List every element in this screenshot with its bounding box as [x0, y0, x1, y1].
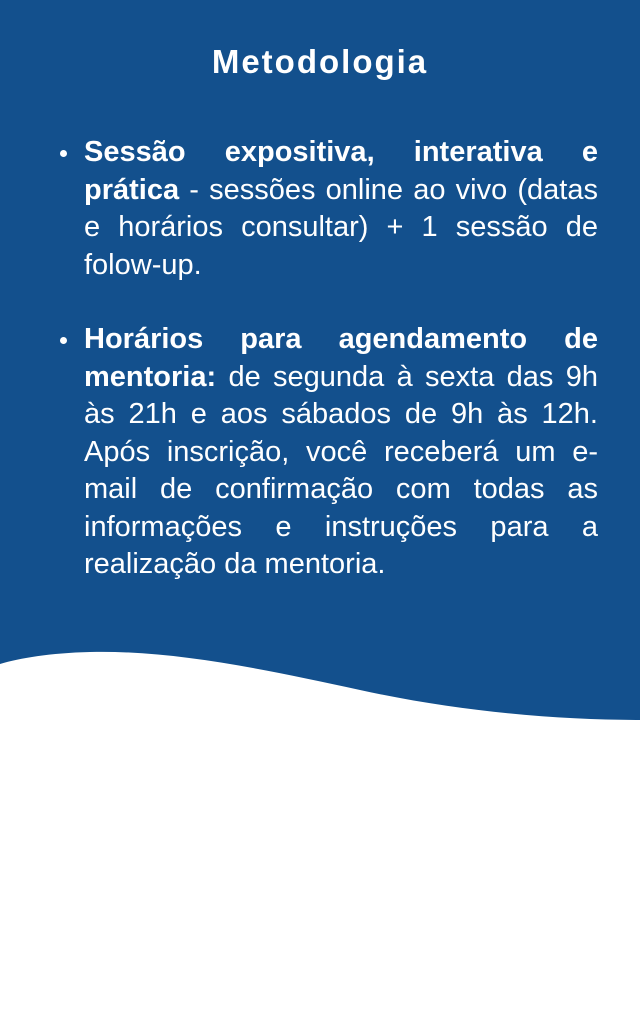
bullet-text: de segunda à sexta das 9h às 21h e aos sábados de 9h às 12h. Após inscrição, você receberá um e-mail de confirmação com todas as informações e instruções para a realização da mentoria.: [84, 360, 598, 580]
bullet-bold-text: Horários para agendamento de mentoria:: [84, 323, 598, 393]
bullet-dot-icon: [60, 150, 67, 157]
bullet-bold-text: Sessão expositiva, interativa e prática: [84, 136, 598, 206]
bullet-item-schedule: [84, 321, 598, 584]
bullet-text: - sessões online ao vivo (datas e horários consultar) + 1 sessão de folow-up.: [84, 173, 598, 281]
bullet-list: [0, 134, 640, 621]
bullet-dot-icon: [60, 337, 67, 344]
section-title: Metodologia: [211, 43, 429, 80]
bullet-item-sessions: [84, 134, 598, 284]
